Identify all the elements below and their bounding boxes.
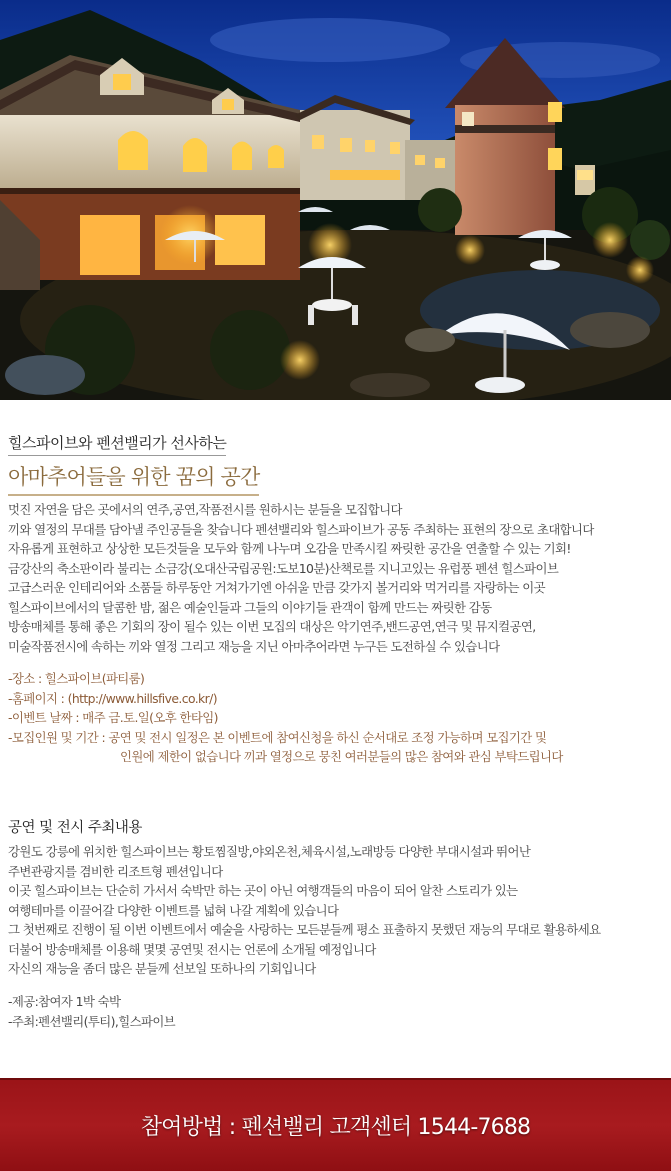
resort-night-illustration [0,0,671,400]
intro-line: 미술작품전시에 속하는 끼와 열정 그리고 재능을 지닌 아마추어라면 누구든 도전하실 수 있습니다 [8,638,500,654]
detail-line: 자신의 재능을 좀더 많은 분들께 선보일 또하나의 기회입니다 [8,961,316,976]
intro-line: 멋진 자연을 담은 곳에서의 연주,공연,작품전시를 원하시는 분들을 모집합니다 [8,502,402,517]
info-recruit-continued: 인원에 제한이 없습니다 끼과 열정으로 뭉친 여러분들의 많은 참여와 관심 부탁드립니다 [120,749,563,764]
intro-line: 고급스러운 인테리어와 소품들 하루동안 거쳐가기엔 아쉬울 만큼 갖가지 볼거리와 먹거리를 자랑하는 이곳 [8,580,545,595]
footer-banner [0,1078,671,1171]
intro-line: 끼와 열정의 무대를 담아낼 주인공들을 찾습니다 펜션밸리와 힐스파이브가 공동 주최하는 표현의 장으로 초대합니다 [8,521,594,537]
notes [8,992,663,1031]
note-provide: -제공:참여자 1박 숙박 [8,994,121,1009]
info-homepage[interactable]: -홈페이지 : (http://www.hillsfive.co.kr/) [8,690,217,706]
detail-line: 강원도 강릉에 위치한 힐스파이브는 황토찜질방,야외온천,체육시설,노래방등 다양한 부대시설과 뛰어난 [8,844,531,859]
page-heading [8,432,648,496]
heading-subtitle: 힐스파이브와 펜션밸리가 선사하는 [8,432,226,456]
section-details [8,842,663,979]
detail-line: 이곳 힐스파이브는 단순히 가서서 숙박만 하는 곳이 아닌 여행객들의 마음이 되어 알찬 스토리가 있는 [8,883,518,898]
intro-line: 방송매체를 통해 좋은 기회의 장이 될수 있는 이번 모집의 대상은 악기연주,밴드공연,연극 및 뮤지컬공연, [8,619,536,634]
detail-line: 여행테마를 이끌어갈 다양한 이벤트를 넓혀 나갈 계획에 있습니다 [8,902,339,918]
detail-line: 주변관광지를 겸비한 리조트형 펜션입니다 [8,863,223,879]
info-place: -장소 : 힐스파이브(파티룸) [8,671,145,686]
detail-line: 그 첫번째로 진행이 될 이번 이벤트에서 예술을 사랑하는 모든분들께 평소 표출하지 못했던 재능의 무대로 활용하세요 [8,922,601,937]
footer-contact-text: 참여방법 : 펜션밸리 고객센터 1544-7688 [140,1115,531,1140]
note-host: -주최:펜션밸리(투티),힐스파이브 [8,1013,176,1029]
info-recruit: -모집인원 및 기간 : 공연 및 전시 일정은 본 이벤트에 참여신청을 하신 순서대로 조정 가능하며 모집기간 및 [8,729,547,745]
detail-line: 더불어 방송매체를 이용해 몇몇 공연및 전시는 언론에 소개될 예정입니다 [8,941,376,957]
intro-text [8,500,663,656]
info-event-date: -이벤트 날짜 : 매주 금.토.일(오후 한타임) [8,710,218,725]
section-title: 공연 및 전시 주최내용 [8,820,142,836]
intro-line: 힐스파이브에서의 달콤한 밤, 젊은 예술인들과 그들의 이야기들 관객이 함께 만드는 짜릿한 감동 [8,599,492,615]
intro-line: 금강산의 축소판이라 불리는 소금강(오대산국립공원:도보10분)산책로를 지니고있는 유럽풍 펜션 힐스파이브 [8,560,559,576]
event-info [8,669,663,767]
hero-photo [0,0,671,400]
intro-line: 자유롭게 표현하고 상상한 모든것들을 모두와 함께 나누며 오감을 만족시킬 짜릿한 공간을 연출할 수 있는 기회! [8,541,571,556]
heading-title: 아마추어들을 위한 꿈의 공간 [8,461,259,496]
